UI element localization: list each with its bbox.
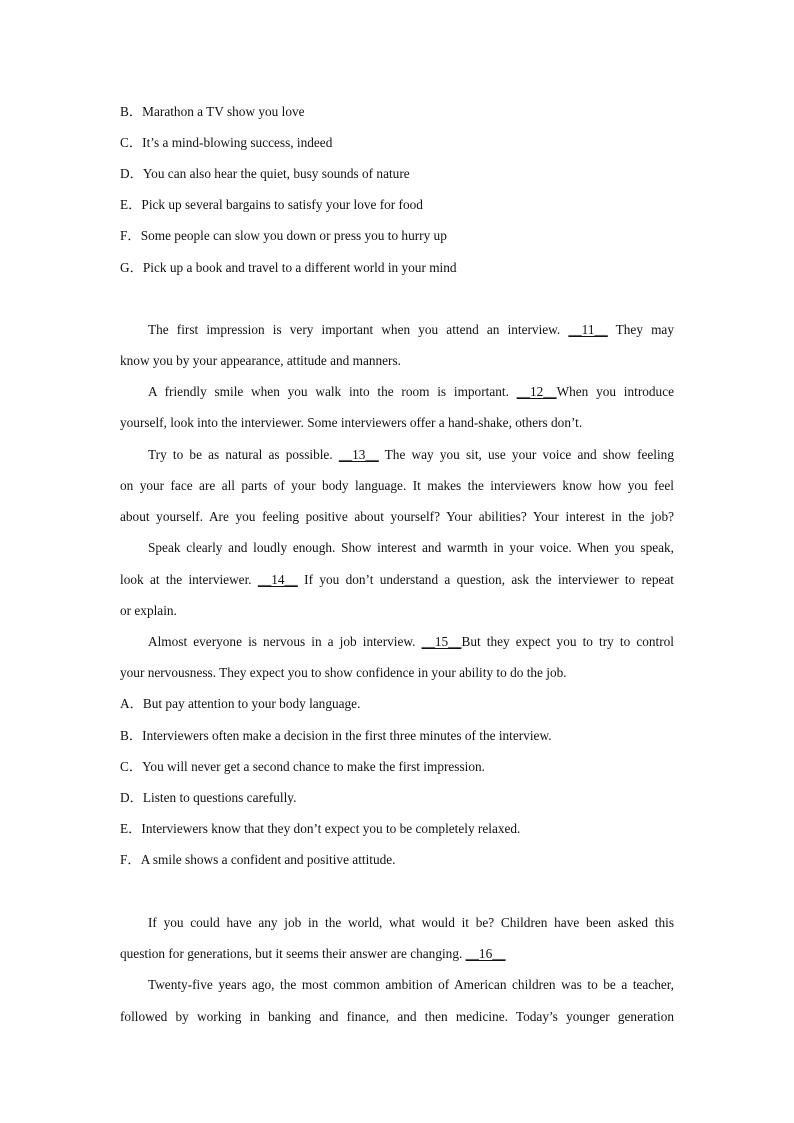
- option-d: D．You can also hear the quiet, busy sounds of nature: [120, 166, 410, 181]
- option-c: C．You will never get a second chance to make the first impression.: [120, 759, 485, 774]
- paragraph-line: Speak clearly and loudly enough. Show interest and warmth in your voice. When you speak,: [148, 540, 674, 555]
- paragraph-text: But they expect you to try to control: [461, 634, 675, 649]
- option-f: F．A smile shows a confident and positive attitude.: [120, 852, 396, 867]
- paragraph-text: question for generations, but it seems their answer are changing.: [120, 946, 463, 961]
- paragraph-line: [120, 572, 674, 588]
- paragraph-text: [517, 384, 674, 399]
- paragraph-text: The way you sit, use your voice and show feeling: [384, 447, 674, 462]
- paragraph-line: about yourself. Are you feeling positive about yourself? Your abilities? Your interest in the job?: [120, 509, 674, 524]
- paragraph-line: [148, 447, 674, 463]
- paragraph-line: If you could have any job in the world, what would it be? Children have been asked this: [148, 915, 674, 930]
- paragraph-line: know you by your appearance, attitude and manners.: [120, 353, 401, 368]
- paragraph-line: on your face are all parts of your body language. It makes the interviewers know how you feel: [120, 478, 674, 493]
- blank-15: __15__: [421, 634, 462, 649]
- blank-13: __13__: [338, 447, 379, 462]
- paragraph-text: The first impression is very important when you attend an interview.: [148, 322, 561, 337]
- paragraph-text: Almost everyone is nervous in a job interview.: [148, 634, 416, 649]
- blank-12: __12__: [516, 384, 557, 399]
- blank-14: __14__: [257, 572, 298, 587]
- paragraph-line: or explain.: [120, 603, 177, 618]
- paragraph-line: followed by working in banking and finance, and then medicine. Today’s younger generation: [120, 1009, 674, 1024]
- blank-11: __11__: [568, 322, 608, 337]
- paragraph-line: [120, 946, 674, 962]
- option-b: B．Interviewers often make a decision in the first three minutes of the interview.: [120, 728, 552, 743]
- option-a: A．But pay attention to your body language.: [120, 696, 361, 711]
- option-f: F．Some people can slow you down or press you to hurry up: [120, 228, 447, 243]
- paragraph-text: look at the interviewer.: [120, 572, 252, 587]
- paragraph-text: They may: [615, 322, 674, 337]
- paragraph-text: [422, 634, 674, 649]
- paragraph-line: [148, 634, 674, 650]
- option-b: B．Marathon a TV show you love: [120, 104, 305, 119]
- paragraph-line: Twenty-five years ago, the most common ambition of American children was to be a teacher,: [148, 977, 674, 992]
- option-e: E．Interviewers know that they don’t expect you to be completely relaxed.: [120, 821, 521, 836]
- option-g: G．Pick up a book and travel to a different world in your mind: [120, 260, 457, 275]
- option-c: C．It’s a mind-blowing success, indeed: [120, 135, 333, 150]
- paragraph-line: yourself, look into the interviewer. Some interviewers offer a hand-shake, others don’t.: [120, 415, 583, 430]
- paragraph-line: [148, 322, 674, 338]
- paragraph-text: If you don’t understand a question, ask the interviewer to repeat: [304, 572, 674, 587]
- blank-16: __16__: [465, 946, 506, 961]
- paragraph-line: your nervousness. They expect you to show confidence in your ability to do the job.: [120, 665, 567, 680]
- paragraph-text: A friendly smile when you walk into the room is important.: [148, 384, 509, 399]
- option-e: E．Pick up several bargains to satisfy your love for food: [120, 197, 423, 212]
- paragraph-text: Try to be as natural as possible.: [148, 447, 333, 462]
- paragraph-line: [148, 384, 674, 400]
- paragraph-text: When you introduce: [556, 384, 674, 399]
- option-d: D．Listen to questions carefully.: [120, 790, 297, 805]
